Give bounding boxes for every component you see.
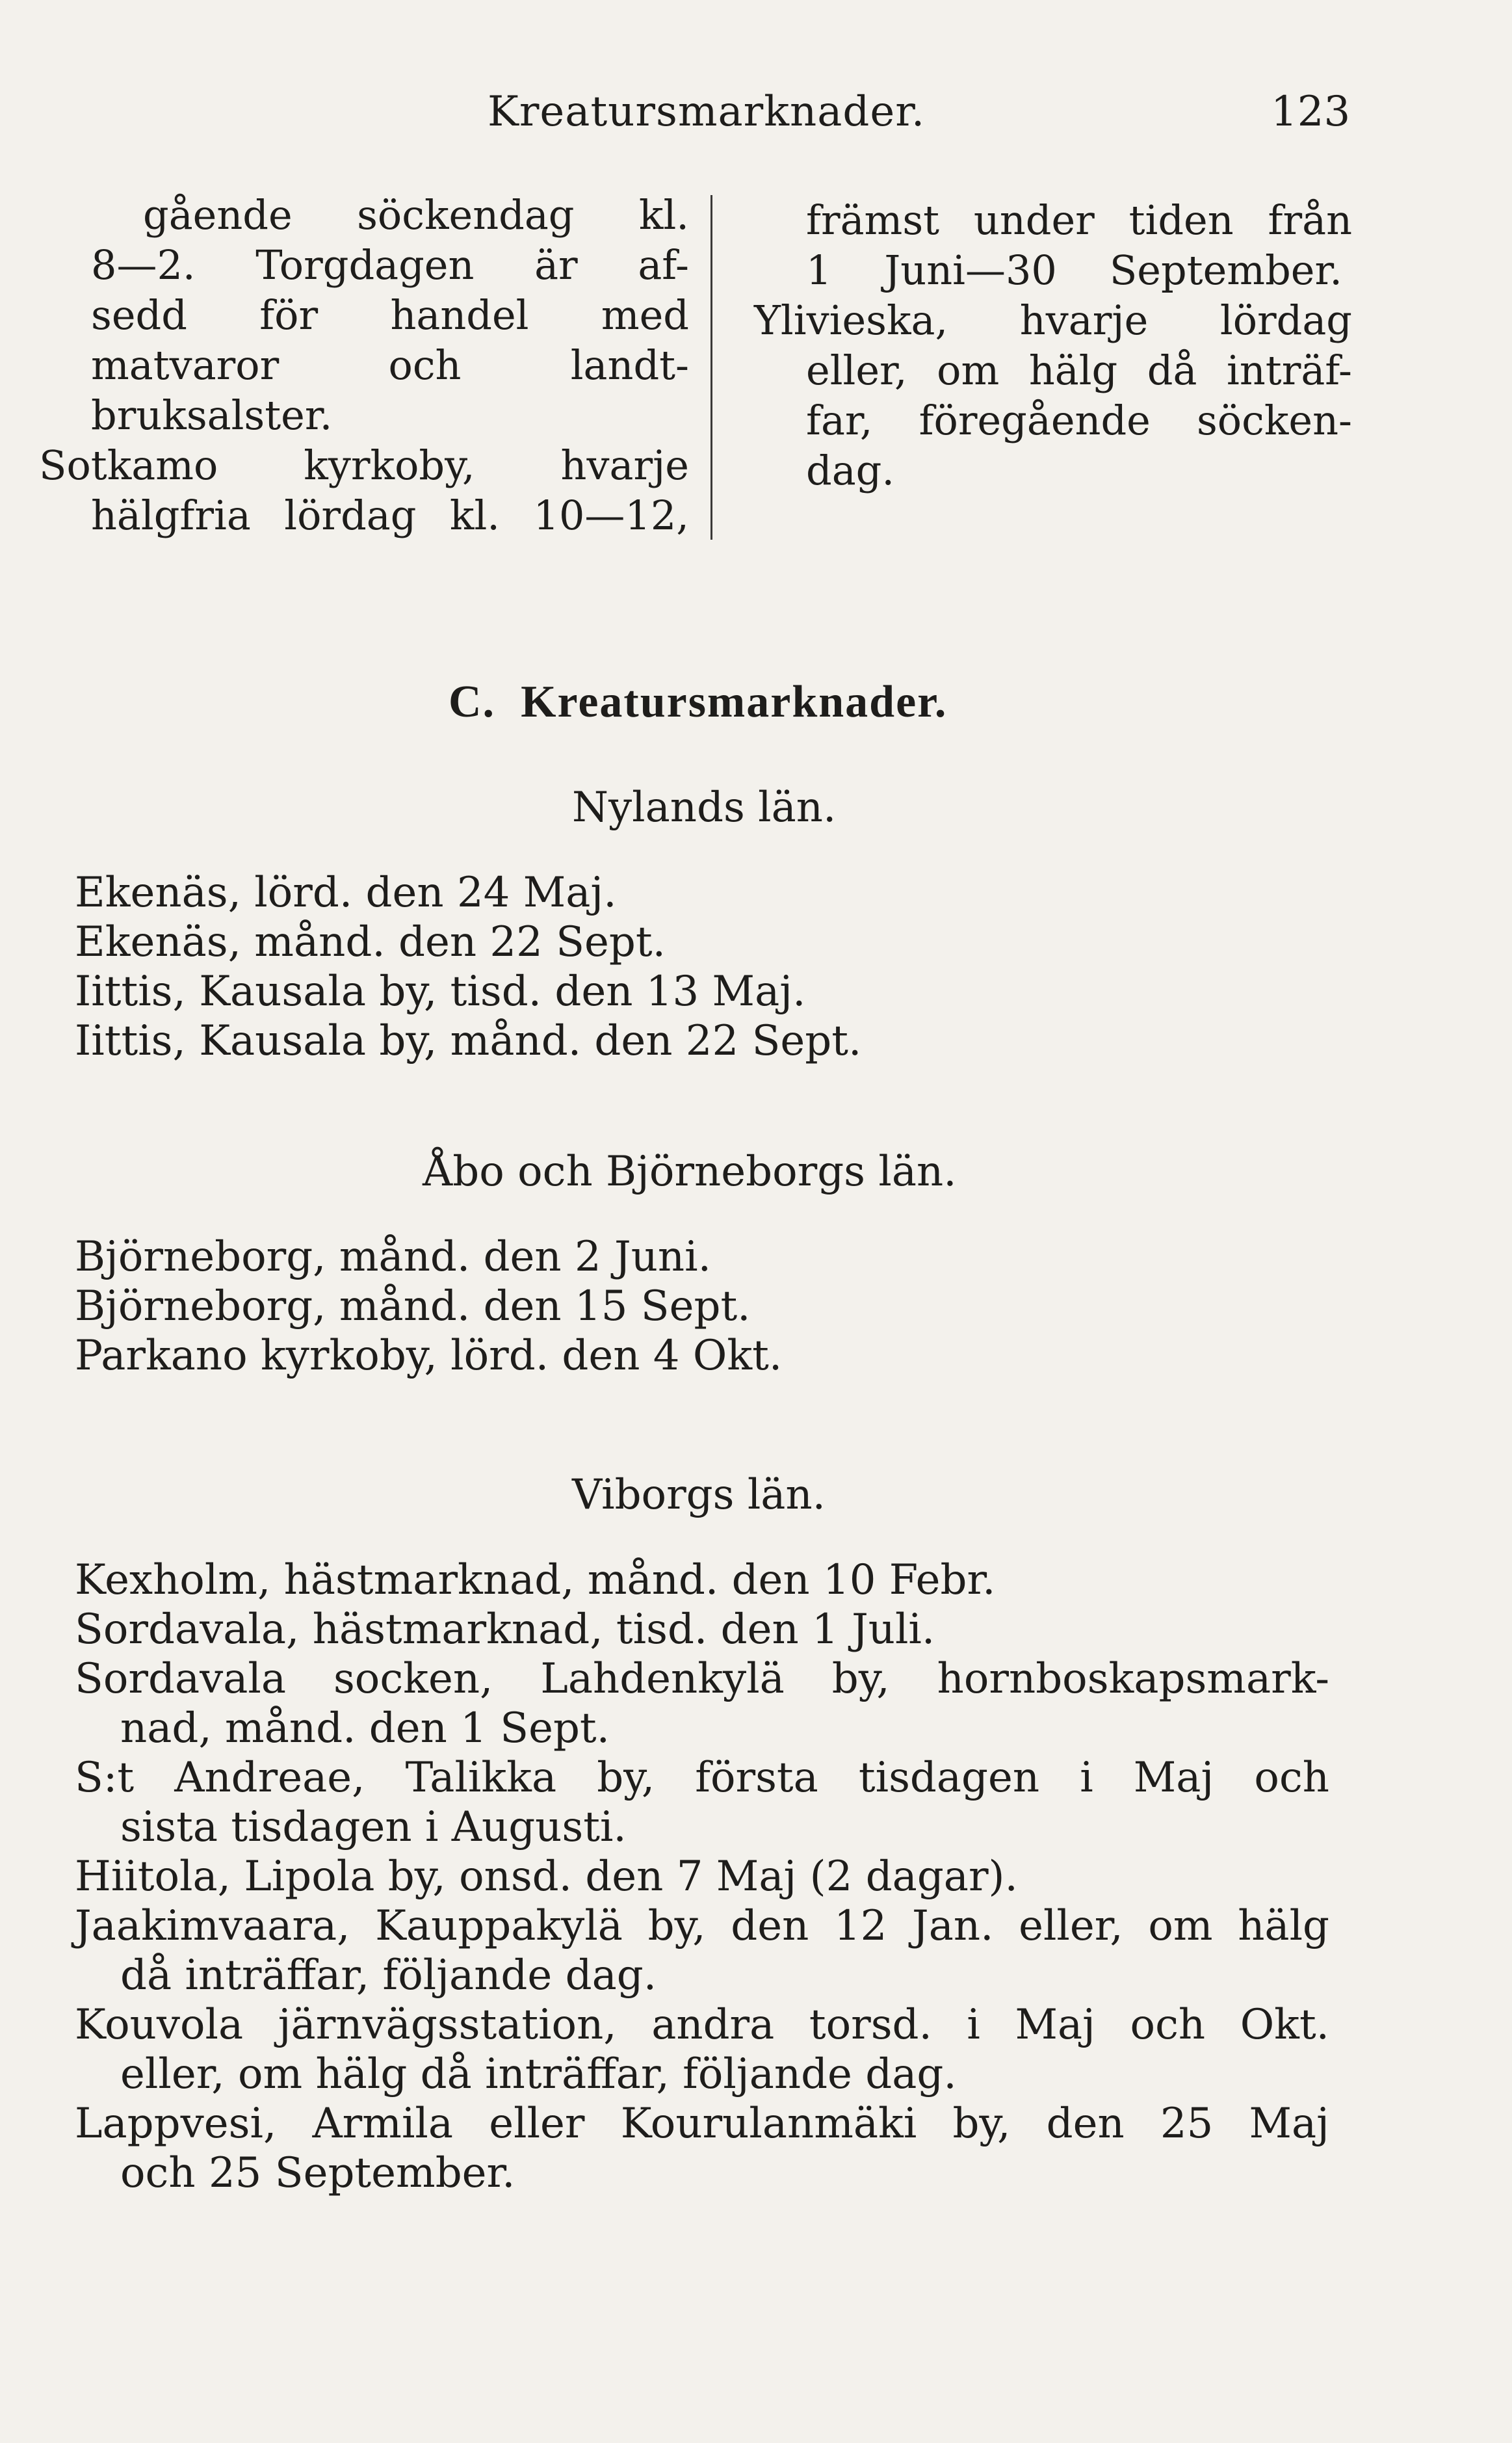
section-heading — [449, 676, 947, 728]
market-entry — [75, 1852, 1329, 1901]
entry-line: Sordavala socken, Lahdenkylä by, hornboskapsmark- — [75, 1655, 1329, 1703]
left-line: gående söckendag kl. — [143, 191, 689, 239]
page-number: 123 — [1271, 88, 1351, 136]
entries-nylands — [75, 868, 1329, 1066]
left-line: matvaror och landt- — [91, 341, 689, 389]
entry-line: Sordavala, hästmarknad, tisd. den 1 Juli. — [75, 1605, 935, 1654]
column-divider — [710, 195, 712, 540]
market-entry: Björneborg, månd. den 15 Sept. — [75, 1282, 751, 1330]
right-column — [754, 195, 1352, 495]
entries-abo-bjorneborg — [75, 1232, 1329, 1380]
entries-viborg — [75, 1555, 1329, 2198]
market-entry: Parkano kyrkoby, lörd. den 4 Okt. — [75, 1332, 783, 1380]
left-column — [39, 190, 689, 540]
market-entry — [75, 1555, 1329, 1605]
region-heading-abo-bjorneborg: Åbo och Björneborgs län. — [423, 1148, 957, 1196]
market-entry — [75, 1901, 1329, 2000]
left-line: Sotkamo kyrkoby, hvarje — [39, 442, 689, 489]
right-line: 1 Juni—30 September. — [806, 246, 1342, 294]
market-entry — [75, 2099, 1329, 2198]
market-entry — [75, 1753, 1329, 1852]
market-entry — [75, 2000, 1329, 2099]
running-header: Kreatursmarknader. — [488, 88, 926, 136]
market-entry: Ekenäs, lörd. den 24 Maj. — [75, 869, 617, 917]
market-entry: Ekenäs, månd. den 22 Sept. — [75, 918, 666, 966]
right-line: eller, om hälg då inträf- — [806, 347, 1352, 394]
region-heading-nylands: Nylands län. — [572, 784, 837, 832]
region-heading-viborg: Viborgs län. — [572, 1471, 826, 1519]
left-line: sedd för handel med — [91, 291, 689, 339]
market-entry: Iittis, Kausala by, månd. den 22 Sept. — [75, 1017, 862, 1065]
market-entry: Iittis, Kausala by, tisd. den 13 Maj. — [75, 968, 806, 1016]
entry-line: sista tisdagen i Augusti. — [120, 1803, 627, 1851]
right-line: Ylivieska, hvarje lördag — [754, 297, 1352, 344]
left-line: hälgfria lördag kl. 10—12, — [91, 492, 689, 539]
entry-line: nad, månd. den 1 Sept. — [120, 1704, 610, 1752]
entry-line: eller, om hälg då inträffar, följande dag. — [120, 2050, 957, 2098]
right-line: far, föregående söcken- — [806, 397, 1352, 444]
market-entry: Björneborg, månd. den 2 Juni. — [75, 1233, 711, 1281]
right-line: främst under tiden från — [806, 196, 1352, 244]
right-line: dag. — [806, 447, 895, 494]
left-line: bruksalster. — [91, 391, 333, 439]
entry-line: då inträffar, följande dag. — [120, 1951, 657, 2000]
market-entry — [75, 1654, 1329, 1753]
section-letter: C. — [449, 677, 496, 727]
section-title: Kreatursmarknader. — [521, 677, 948, 727]
entry-line: Hiitola, Lipola by, onsd. den 7 Maj (2 dagar). — [75, 1853, 1018, 1901]
market-entry — [75, 1605, 1329, 1654]
entry-line: Kouvola järnvägsstation, andra torsd. i Maj och Okt. — [75, 2001, 1329, 2049]
entry-line: Jaakimvaara, Kauppakylä by, den 12 Jan. eller, om hälg — [75, 1902, 1329, 1950]
left-line: 8—2. Torgdagen är af- — [91, 241, 689, 289]
entry-line: S:t Andreae, Talikka by, första tisdagen i Maj och — [75, 1754, 1329, 1802]
entry-line: och 25 September. — [120, 2149, 515, 2197]
entry-line: Lappvesi, Armila eller Kourulanmäki by, den 25 Maj — [75, 2100, 1329, 2148]
entry-line: Kexholm, hästmarknad, månd. den 10 Febr. — [75, 1556, 996, 1604]
